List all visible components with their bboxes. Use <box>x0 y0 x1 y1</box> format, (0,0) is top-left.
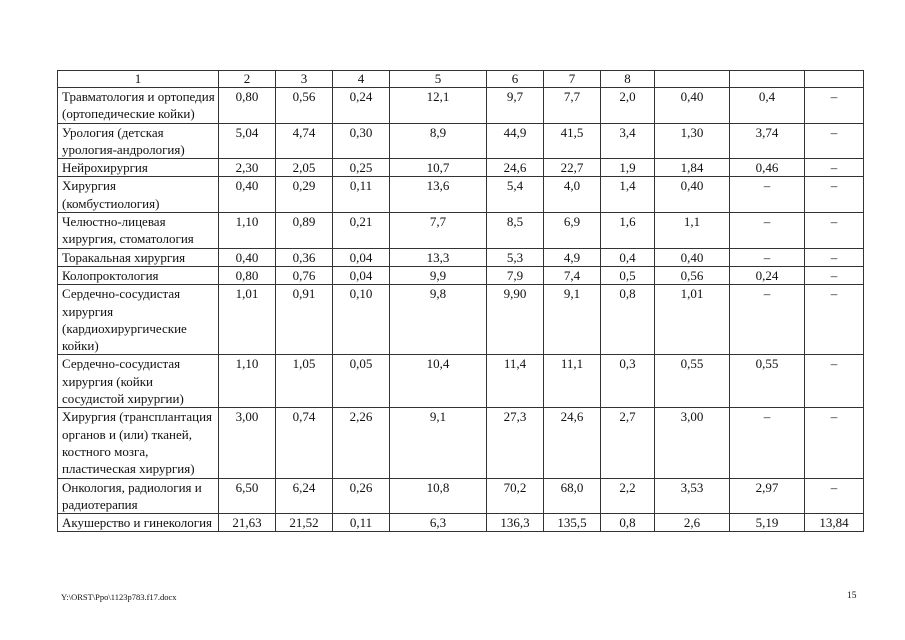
row-label: Хирургия (комбустиология) <box>58 177 219 213</box>
table-cell: 6,3 <box>390 514 487 532</box>
table-cell: 3,00 <box>655 408 730 478</box>
table-cell: 8,5 <box>487 213 544 249</box>
table-cell: 2,97 <box>730 478 805 514</box>
table-cell: 1,4 <box>601 177 655 213</box>
table-cell: 0,40 <box>655 177 730 213</box>
table-cell: – <box>730 408 805 478</box>
table-cell: 0,30 <box>333 123 390 159</box>
table-cell: 10,8 <box>390 478 487 514</box>
table-cell: – <box>805 248 864 266</box>
table-cell: 22,7 <box>544 159 601 177</box>
table-cell: 13,3 <box>390 248 487 266</box>
table-cell: 0,40 <box>219 248 276 266</box>
table-cell: 2,30 <box>219 159 276 177</box>
table-cell: 3,53 <box>655 478 730 514</box>
data-table <box>57 70 864 532</box>
table-cell: 0,26 <box>333 478 390 514</box>
table-cell: 0,40 <box>655 88 730 124</box>
table-cell: 9,7 <box>487 88 544 124</box>
column-header <box>730 71 805 88</box>
table-cell: 10,7 <box>390 159 487 177</box>
table-cell: – <box>805 355 864 408</box>
table-cell: 7,9 <box>487 266 544 284</box>
table-cell: – <box>805 88 864 124</box>
table-cell: 12,1 <box>390 88 487 124</box>
table-cell: – <box>730 285 805 355</box>
table-cell: 1,6 <box>601 213 655 249</box>
table-cell: 5,3 <box>487 248 544 266</box>
row-label: Челюстно-лицевая хирургия, стоматология <box>58 213 219 249</box>
table-cell: 5,04 <box>219 123 276 159</box>
row-label: Урология (детская урология-андрология) <box>58 123 219 159</box>
table-cell: 1,05 <box>276 355 333 408</box>
table-cell: 5,19 <box>730 514 805 532</box>
table-cell: 0,29 <box>276 177 333 213</box>
table-cell: 0,40 <box>219 177 276 213</box>
table-row <box>58 478 864 514</box>
table-cell: – <box>805 408 864 478</box>
page-number: 15 <box>847 591 857 601</box>
table-cell: 9,1 <box>544 285 601 355</box>
table-cell: 0,24 <box>730 266 805 284</box>
table-cell: 6,50 <box>219 478 276 514</box>
table-cell: 2,26 <box>333 408 390 478</box>
table-cell: 4,9 <box>544 248 601 266</box>
column-header: 7 <box>544 71 601 88</box>
table-cell: 3,00 <box>219 408 276 478</box>
table-cell: 0,80 <box>219 88 276 124</box>
table-cell: 0,5 <box>601 266 655 284</box>
column-header: 1 <box>58 71 219 88</box>
table-cell: – <box>805 266 864 284</box>
table-cell: – <box>805 177 864 213</box>
table-cell: 2,7 <box>601 408 655 478</box>
column-header: 8 <box>601 71 655 88</box>
table-cell: 7,7 <box>544 88 601 124</box>
table-cell: 7,4 <box>544 266 601 284</box>
table-cell: 0,24 <box>333 88 390 124</box>
table-cell: 0,25 <box>333 159 390 177</box>
column-header: 2 <box>219 71 276 88</box>
table-cell: 41,5 <box>544 123 601 159</box>
column-header: 6 <box>487 71 544 88</box>
table-cell: 0,55 <box>730 355 805 408</box>
row-label: Травматология и ортопедия (ортопедические койки) <box>58 88 219 124</box>
table-cell: 13,84 <box>805 514 864 532</box>
table-cell: 3,74 <box>730 123 805 159</box>
table-cell: – <box>730 177 805 213</box>
table-cell: 2,2 <box>601 478 655 514</box>
table-cell: 0,4 <box>730 88 805 124</box>
table-cell: 0,91 <box>276 285 333 355</box>
table-cell: 70,2 <box>487 478 544 514</box>
table-cell: 0,74 <box>276 408 333 478</box>
table-cell: 11,1 <box>544 355 601 408</box>
table-cell: 0,36 <box>276 248 333 266</box>
table-cell: – <box>805 213 864 249</box>
table-cell: 24,6 <box>544 408 601 478</box>
column-header <box>655 71 730 88</box>
table-cell: 0,11 <box>333 177 390 213</box>
column-header <box>805 71 864 88</box>
table-row <box>58 123 864 159</box>
table-cell: 21,63 <box>219 514 276 532</box>
table-cell: 0,55 <box>655 355 730 408</box>
table-header-row <box>58 71 864 88</box>
table-cell: 44,9 <box>487 123 544 159</box>
table-cell: – <box>805 285 864 355</box>
table-cell: 0,89 <box>276 213 333 249</box>
table-cell: 9,9 <box>390 266 487 284</box>
table-cell: 0,56 <box>655 266 730 284</box>
table-row <box>58 177 864 213</box>
table-cell: 136,3 <box>487 514 544 532</box>
table-cell: 1,1 <box>655 213 730 249</box>
table-cell: 0,04 <box>333 266 390 284</box>
table-cell: 1,84 <box>655 159 730 177</box>
table-cell: 8,9 <box>390 123 487 159</box>
table-cell: 21,52 <box>276 514 333 532</box>
table-row <box>58 159 864 177</box>
table-cell: 10,4 <box>390 355 487 408</box>
row-label: Онкология, радиология и радиотерапия <box>58 478 219 514</box>
table-cell: 9,8 <box>390 285 487 355</box>
column-header: 3 <box>276 71 333 88</box>
table-cell: – <box>730 213 805 249</box>
table-cell: 5,4 <box>487 177 544 213</box>
table-cell: 4,74 <box>276 123 333 159</box>
table-cell: 0,04 <box>333 248 390 266</box>
table-row <box>58 248 864 266</box>
table-row <box>58 355 864 408</box>
table-cell: 1,01 <box>655 285 730 355</box>
table-cell: 0,8 <box>601 285 655 355</box>
table-cell: 0,11 <box>333 514 390 532</box>
row-label: Хирургия (трансплантация органов и (или) тканей, костного мозга, пластическая хирургия) <box>58 408 219 478</box>
table-row <box>58 213 864 249</box>
table-body <box>58 71 864 532</box>
table-cell: 9,1 <box>390 408 487 478</box>
table-row <box>58 408 864 478</box>
table-cell: 11,4 <box>487 355 544 408</box>
table-cell: 135,5 <box>544 514 601 532</box>
table-cell: 3,4 <box>601 123 655 159</box>
table-cell: 0,76 <box>276 266 333 284</box>
table-cell: 1,10 <box>219 355 276 408</box>
table-cell: – <box>805 123 864 159</box>
table-row <box>58 88 864 124</box>
table-cell: 1,01 <box>219 285 276 355</box>
table-cell: 13,6 <box>390 177 487 213</box>
table-row <box>58 266 864 284</box>
table-cell: 68,0 <box>544 478 601 514</box>
table-cell: 6,9 <box>544 213 601 249</box>
footer-file-path: Y:\ORST\Ppo\1123p783.f17.docx <box>61 592 177 602</box>
table-cell: 7,7 <box>390 213 487 249</box>
table-cell: 2,05 <box>276 159 333 177</box>
table-cell: 0,10 <box>333 285 390 355</box>
table-cell: 6,24 <box>276 478 333 514</box>
row-label: Колопроктология <box>58 266 219 284</box>
table-row <box>58 285 864 355</box>
table-cell: 0,3 <box>601 355 655 408</box>
table-cell: 2,6 <box>655 514 730 532</box>
table-row <box>58 514 864 532</box>
table-cell: 0,56 <box>276 88 333 124</box>
table-cell: 24,6 <box>487 159 544 177</box>
table-cell: 0,05 <box>333 355 390 408</box>
table-cell: 0,80 <box>219 266 276 284</box>
column-header: 4 <box>333 71 390 88</box>
table-cell: – <box>805 159 864 177</box>
row-label: Сердечно-сосудистая хирургия (койки сосудистой хирургии) <box>58 355 219 408</box>
table-cell: – <box>730 248 805 266</box>
table-cell: 27,3 <box>487 408 544 478</box>
table-cell: – <box>805 478 864 514</box>
row-label: Сердечно-сосудистая хирургия (кардиохирургические койки) <box>58 285 219 355</box>
table-cell: 9,90 <box>487 285 544 355</box>
row-label: Нейрохирургия <box>58 159 219 177</box>
table-cell: 0,4 <box>601 248 655 266</box>
table-cell: 0,40 <box>655 248 730 266</box>
table-cell: 1,30 <box>655 123 730 159</box>
column-header: 5 <box>390 71 487 88</box>
table-cell: 1,10 <box>219 213 276 249</box>
row-label: Акушерство и гинекология <box>58 514 219 532</box>
row-label: Торакальная хирургия <box>58 248 219 266</box>
table-cell: 0,21 <box>333 213 390 249</box>
table-cell: 1,9 <box>601 159 655 177</box>
table-cell: 0,46 <box>730 159 805 177</box>
table-cell: 4,0 <box>544 177 601 213</box>
table-cell: 2,0 <box>601 88 655 124</box>
table-cell: 0,8 <box>601 514 655 532</box>
